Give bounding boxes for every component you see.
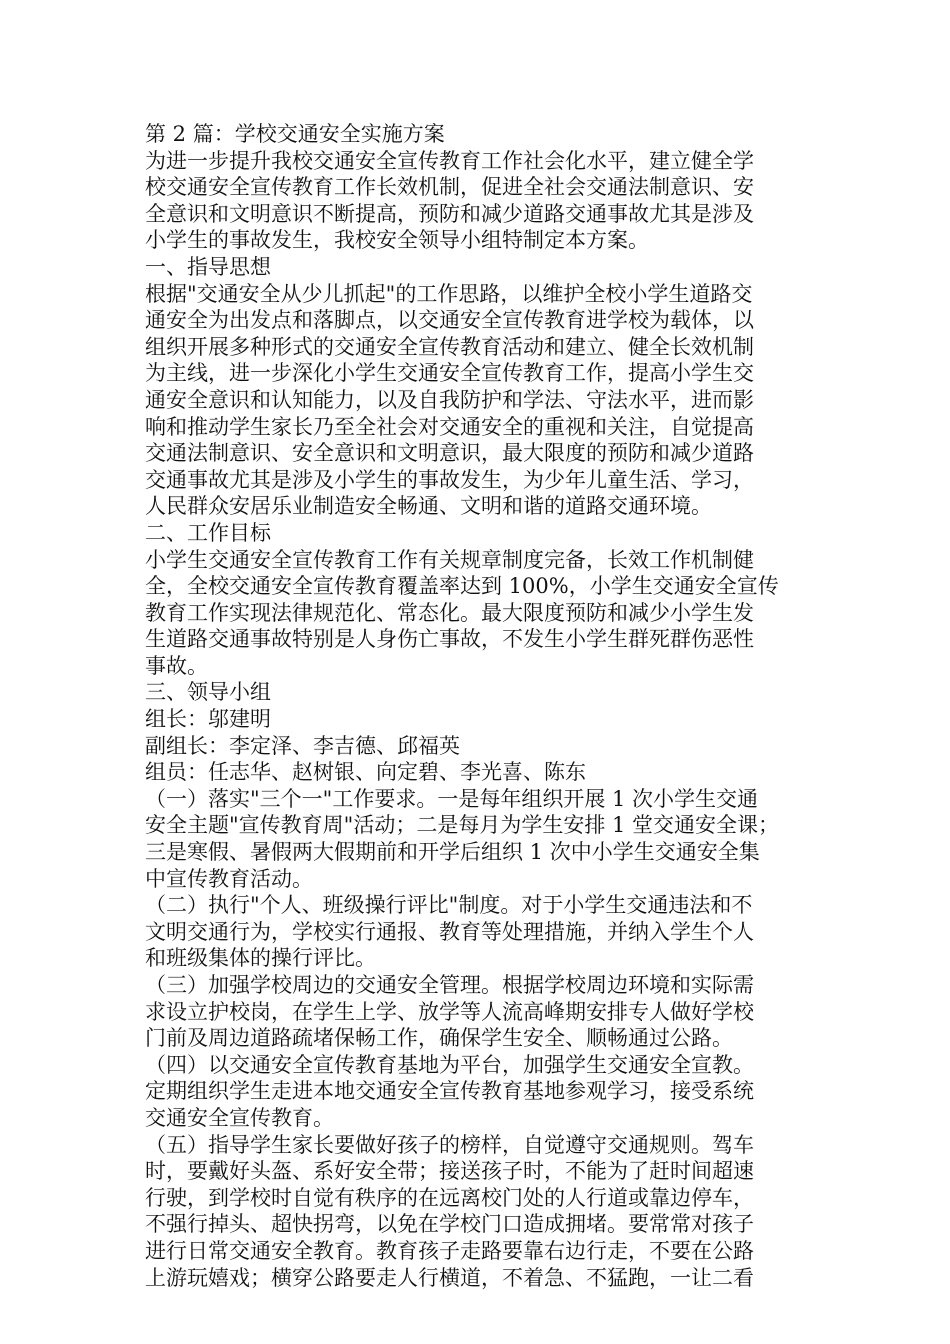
text-line: 通安全为出发点和落脚点，以交通安全宣传教育进学校为载体，以 xyxy=(145,308,754,333)
document-title: 第 2 篇：学校交通安全实施方案 xyxy=(145,122,445,146)
text-line: 交通安全宣传教育。 xyxy=(145,1105,334,1130)
text-line: 组织开展多种形式的交通安全宣传教育活动和建立、健全长效机制 xyxy=(145,334,754,359)
text-line: 教育工作实现法律规范化、常态化。最大限度预防和减少小学生发 xyxy=(145,600,754,625)
text-line: 不强行掉头、超快拐弯，以免在学校门口造成拥堵。要常常对孩子 xyxy=(145,1212,754,1237)
text-line: 响和推动学生家长乃至全社会对交通安全的重视和关注，自觉提高 xyxy=(145,414,754,439)
text-line: 副组长：李定泽、李吉德、邱福英 xyxy=(145,733,460,758)
text-line: 和班级集体的操行评比。 xyxy=(145,946,376,971)
text-line: 事故。 xyxy=(145,653,208,678)
text-line: 定期组织学生走进本地交通安全宣传教育基地参观学习，接受系统 xyxy=(145,1079,754,1104)
section-heading: 三、领导小组 xyxy=(145,680,271,705)
text-line: 求设立护校岗，在学生上学、放学等人流高峰期安排专人做好学校 xyxy=(145,999,754,1024)
text-line: 生道路交通事故特别是人身伤亡事故，不发生小学生群死群伤恶性 xyxy=(145,627,754,652)
text-line: 行驶，到学校时自觉有秩序的在远离校门处的人行道或靠边停车， xyxy=(145,1185,754,1210)
text-line: 三是寒假、暑假两大假期前和开学后组织 1 次中小学生交通安全集 xyxy=(145,840,760,865)
text-line: 组员：任志华、赵树银、向定碧、李光喜、陈东 xyxy=(145,760,586,785)
text-line: 小学生交通安全宣传教育工作有关规章制度完备，长效工作机制健 xyxy=(145,547,754,572)
text-line: （五）指导学生家长要做好孩子的榜样，自觉遵守交通规则。驾车 xyxy=(145,1132,754,1157)
text-line: 安全主题"宣传教育周"活动；二是每月为学生安排 1 堂交通安全课； xyxy=(145,813,780,838)
text-line: 校交通安全宣传教育工作长效机制，促进全社会交通法制意识、安 xyxy=(145,175,754,200)
text-line: 进行日常交通安全教育。教育孩子走路要靠右边行走，不要在公路 xyxy=(145,1238,754,1263)
document-body xyxy=(145,121,795,1291)
text-line: 门前及周边道路疏堵保畅工作，确保学生安全、顺畅通过公路。 xyxy=(145,1026,733,1051)
text-line: 为进一步提升我校交通安全宣传教育工作社会化水平，建立健全学 xyxy=(145,148,754,173)
text-line: 上游玩嬉戏；横穿公路要走人行横道，不着急、不猛跑，一让二看 xyxy=(145,1265,754,1290)
text-line: 全意识和文明意识不断提高，预防和减少道路交通事故尤其是涉及 xyxy=(145,201,754,226)
text-line: 通安全意识和认知能力，以及自我防护和学法、守法水平，进而影 xyxy=(145,387,754,412)
text-line: （一）落实"三个一"工作要求。一是每年组织开展 1 次小学生交通 xyxy=(145,786,759,811)
text-line: （二）执行"个人、班级操行评比"制度。对于小学生交通违法和不 xyxy=(145,893,753,918)
section-heading: 一、指导思想 xyxy=(145,254,271,279)
text-line: 组长：邬建明 xyxy=(145,707,271,732)
text-line: 全，全校交通安全宣传教育覆盖率达到 100%，小学生交通安全宣传 xyxy=(145,574,779,599)
text-line: （四）以交通安全宣传教育基地为平台，加强学生交通安全宣教。 xyxy=(145,1052,754,1077)
section-heading: 二、工作目标 xyxy=(145,520,271,545)
text-line: 时，要戴好头盔、系好安全带；接送孩子时，不能为了赶时间超速 xyxy=(145,1159,754,1184)
text-line: 文明交通行为，学校实行通报、教育等处理措施，并纳入学生个人 xyxy=(145,919,754,944)
text-line: 小学生的事故发生，我校安全领导小组特制定本方案。 xyxy=(145,228,649,253)
text-line: 根据"交通安全从少儿抓起"的工作思路，以维护全校小学生道路交 xyxy=(145,281,753,306)
text-line: 为主线，进一步深化小学生交通安全宣传教育工作，提高小学生交 xyxy=(145,361,754,386)
text-line: 人民群众安居乐业制造安全畅通、文明和谐的道路交通环境。 xyxy=(145,494,712,519)
text-line: 中宣传教育活动。 xyxy=(145,866,313,891)
text-line: （三）加强学校周边的交通安全管理。根据学校周边环境和实际需 xyxy=(145,973,754,997)
text-line: 交通法制意识、安全意识和文明意识，最大限度的预防和减少道路 xyxy=(145,441,754,466)
text-line: 交通事故尤其是涉及小学生的事故发生，为少年儿童生活、学习， xyxy=(145,467,754,492)
